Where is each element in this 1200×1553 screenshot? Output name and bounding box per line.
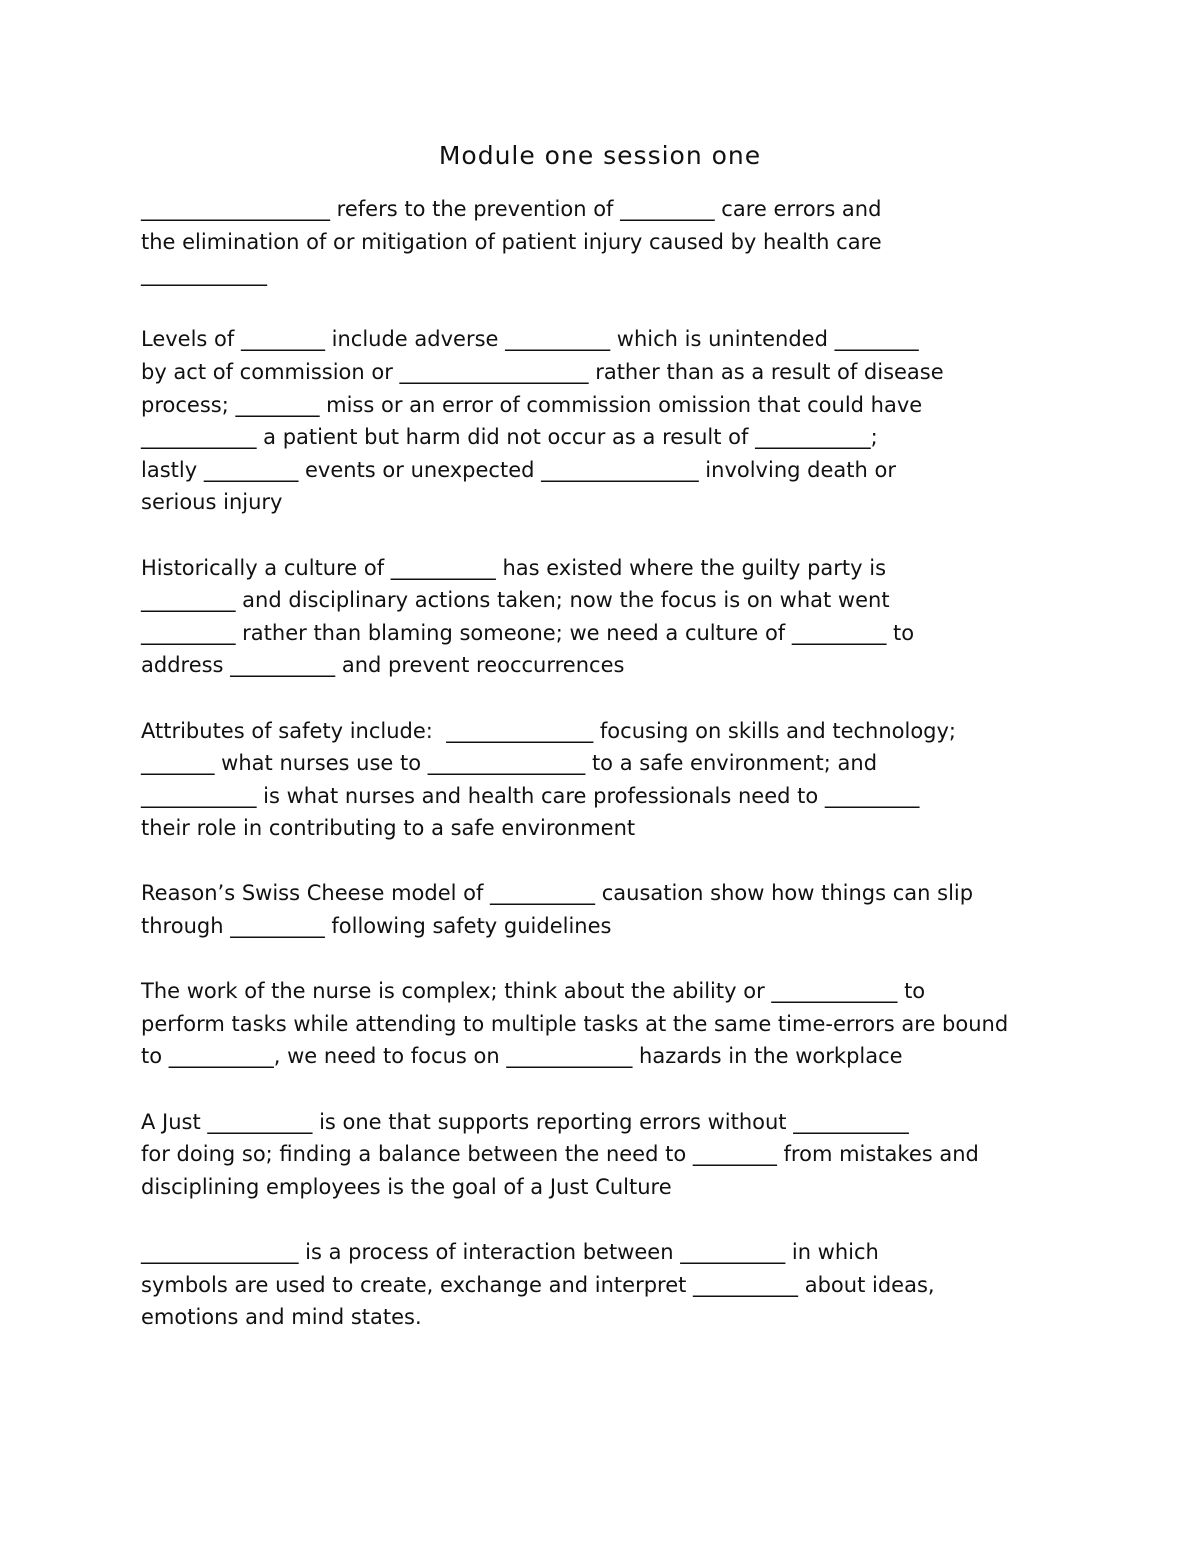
- paragraph-4-line-3: ___________ is what nurses and health care professionals need to _________: [141, 783, 920, 808]
- paragraph-6-line-1: The work of the nurse is complex; think about the ability or ____________ to: [141, 979, 926, 1004]
- paragraph-7-line-1: A Just __________ is one that supports reporting errors without ___________: [141, 1109, 909, 1134]
- paragraph-1-line-3: ____________: [141, 262, 267, 287]
- paragraph-spacer: [141, 943, 1061, 976]
- paragraph-2-line-2: by act of commission or __________________ rather than as a result of disease: [141, 359, 944, 384]
- paragraph-2-line-4: ___________ a patient but harm did not occur as a result of ___________;: [141, 425, 878, 450]
- paragraph-spacer: [141, 845, 1061, 878]
- paragraph-5-line-2: through _________ following safety guidelines: [141, 914, 612, 939]
- paragraph-spacer: [141, 682, 1061, 715]
- paragraph-spacer: [141, 1203, 1061, 1236]
- paragraph-5-line-1: Reason’s Swiss Cheese model of __________ causation show how things can slip: [141, 881, 974, 906]
- paragraph-6-line-3: to __________, we need to focus on ____________ hazards in the workplace: [141, 1044, 903, 1069]
- paragraph-3-line-1: Historically a culture of __________ has existed where the guilty party is: [141, 555, 887, 580]
- paragraph-8-line-3: emotions and mind states.: [141, 1305, 422, 1330]
- document-body: [141, 193, 1061, 1334]
- paragraph-6-line-2: perform tasks while attending to multiple tasks at the same time-errors are bound: [141, 1011, 1009, 1036]
- paragraph-2-line-1: Levels of ________ include adverse __________ which is unintended ________: [141, 327, 919, 352]
- paragraph-3-line-4: address __________ and prevent reoccurrences: [141, 653, 625, 678]
- paragraph-2-line-6: serious injury: [141, 490, 283, 515]
- paragraph-2-line-5: lastly _________ events or unexpected _______________ involving death or: [141, 457, 896, 482]
- paragraph-3-line-2: _________ and disciplinary actions taken; now the focus is on what went: [141, 588, 890, 613]
- paragraph-4-line-2: _______ what nurses use to _______________ to a safe environment; and: [141, 751, 878, 776]
- paragraph-spacer: [141, 1073, 1061, 1106]
- paragraph-8-line-2: symbols are used to create, exchange and interpret __________ about ideas,: [141, 1272, 935, 1297]
- paragraph-4-line-1: Attributes of safety include: ______________ focusing on skills and technology;: [141, 718, 957, 743]
- paragraph-spacer: [141, 519, 1061, 552]
- paragraph-8-line-1: _______________ is a process of interaction between __________ in which: [141, 1240, 879, 1264]
- paragraph-3-line-3: _________ rather than blaming someone; we need a culture of _________ to: [141, 620, 915, 645]
- paragraph-7-line-2: for doing so; finding a balance between the need to ________ from mistakes and: [141, 1142, 979, 1167]
- page-title: Module one session one: [438, 141, 762, 170]
- paragraph-1-line-1: __________________ refers to the prevention of _________ care errors and: [141, 197, 882, 221]
- paragraph-spacer: [141, 291, 1061, 324]
- paragraph-2-line-3: process; ________ miss or an error of commission omission that could have: [141, 392, 923, 417]
- paragraph-4-line-4: their role in contributing to a safe environment: [141, 816, 636, 841]
- paragraph-7-line-3: disciplining employees is the goal of a Just Culture: [141, 1174, 672, 1199]
- paragraph-1-line-2: the elimination of or mitigation of patient injury caused by health care: [141, 229, 882, 254]
